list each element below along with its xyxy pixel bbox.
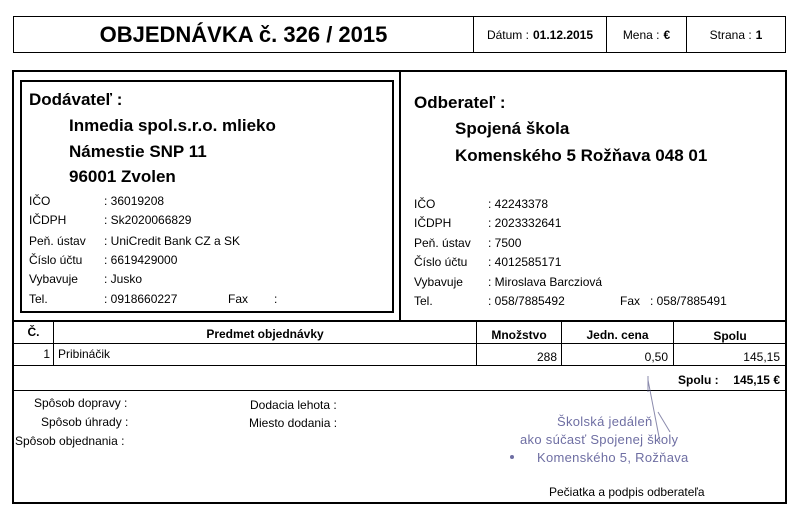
page-box — [686, 16, 786, 53]
supplier-heading: Dodávateľ : — [29, 90, 123, 109]
stamp-line-1: Školská jedáleň — [557, 414, 653, 429]
col-header-unit-price: Jedn. cena — [586, 328, 649, 342]
delivery-place-label: Miesto dodania : — [249, 416, 338, 430]
customer-fax-value: : 058/7885491 — [650, 294, 727, 308]
currency-box — [606, 16, 687, 53]
customer-name: Spojená škola — [455, 119, 570, 138]
transport-label: Spôsob dopravy : — [34, 396, 128, 410]
col-header-qty: Množstvo — [491, 328, 547, 342]
customer-phone-label: Tel. — [414, 294, 433, 308]
supplier-contact-value: : Jusko — [104, 272, 143, 286]
stamp-line-2: ako súčasť Spojenej školy — [520, 432, 679, 447]
customer-contact-label: Vybavuje — [414, 275, 463, 289]
customer-phone-value: : 058/7885492 — [488, 294, 565, 308]
customer-ico-value: : 42243378 — [488, 197, 549, 211]
row-total: 145,15 — [743, 350, 780, 364]
row-num: 1 — [43, 347, 50, 361]
signature-mark — [640, 372, 680, 462]
customer-account-label: Číslo účtu — [414, 255, 468, 269]
supplier-icdph-label: IČDPH — [29, 213, 67, 227]
supplier-phone-label: Tel. — [29, 292, 48, 306]
supplier-account-label: Číslo účtu — [29, 253, 83, 267]
supplier-contact-label: Vybavuje — [29, 272, 78, 286]
date-label: Dátum : — [486, 27, 529, 42]
supplier-bank-value: : UniCredit Bank CZ a SK — [104, 234, 241, 248]
payment-label: Spôsob úhrady : — [41, 415, 129, 429]
document-title-box — [13, 16, 474, 53]
stamp-dot — [510, 455, 514, 459]
page-label: Strana : — [709, 27, 752, 42]
date-value: 01.12.2015 — [532, 27, 594, 42]
document-title: OBJEDNÁVKA č. 326 / 2015 — [99, 21, 388, 47]
delivery-term-label: Dodacia lehota : — [250, 398, 337, 412]
customer-contact-value: : Miroslava Barcziová — [488, 275, 603, 289]
customer-fax-label: Fax — [620, 294, 641, 308]
sum-label: Spolu : — [678, 373, 719, 387]
currency-value: € — [663, 27, 671, 42]
row-item: Pribináčik — [58, 347, 111, 361]
customer-icdph-label: IČDPH — [414, 216, 452, 230]
supplier-street: Námestie SNP 11 — [69, 142, 207, 161]
supplier-name: Inmedia spol.s.r.o. mlieko — [69, 116, 276, 135]
supplier-icdph-value: : Sk2020066829 — [104, 213, 192, 227]
currency-label: Mena : — [622, 27, 660, 42]
supplier-ico-value: : 36019208 — [104, 194, 165, 208]
supplier-fax-label: Fax — [228, 292, 249, 306]
customer-account-value: : 4012585171 — [488, 255, 562, 269]
row-unit-price: 0,50 — [644, 350, 668, 364]
sum-value: 145,15 € — [733, 373, 780, 387]
supplier-ico-label: IČO — [29, 194, 51, 208]
table-top-line — [13, 320, 786, 322]
column-divider — [399, 72, 401, 320]
table-row-line — [13, 365, 786, 366]
customer-heading: Odberateľ : — [414, 93, 506, 112]
supplier-account-value: : 6619429000 — [104, 253, 178, 267]
order-method-label: Spôsob objednania : — [15, 434, 125, 448]
supplier-city: 96001 Zvolen — [69, 167, 176, 186]
row-qty: 288 — [536, 350, 557, 364]
date-box — [473, 16, 607, 53]
supplier-bank-label: Peň. ústav — [29, 234, 86, 248]
supplier-fax-value: : — [274, 292, 278, 306]
customer-address: Komenského 5 Rožňava 048 01 — [455, 146, 708, 165]
customer-bank-label: Peň. ústav — [414, 236, 471, 250]
table-row — [13, 344, 786, 365]
customer-icdph-value: : 2023332641 — [488, 216, 562, 230]
stamp-line-3: Komenského 5, Rožňava — [537, 450, 689, 465]
col-header-item: Predmet objednávky — [206, 327, 324, 341]
customer-ico-label: IČO — [414, 197, 436, 211]
col-header-num: Č. — [27, 325, 40, 339]
supplier-phone-value: : 0918660227 — [104, 292, 178, 306]
page-value: 1 — [755, 27, 763, 42]
signature-label: Pečiatka a podpis odberateľa — [549, 485, 705, 499]
customer-bank-value: : 7500 — [488, 236, 522, 250]
col-header-total: Spolu — [713, 329, 747, 343]
